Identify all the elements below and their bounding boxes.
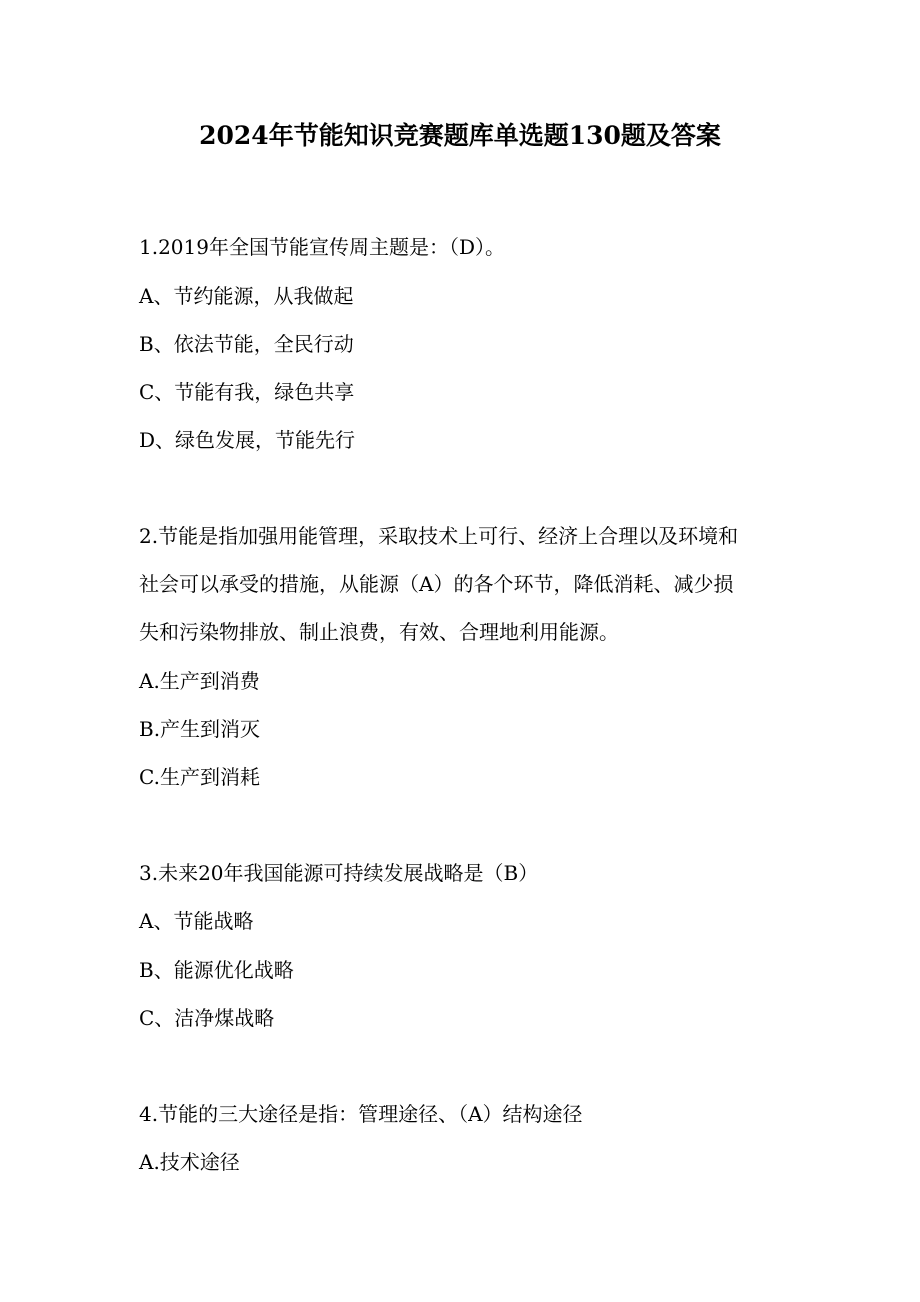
question-stem: 2.节能是指加强用能管理，采取技术上可行、经济上合理以及环境和: [139, 524, 739, 548]
question-stem: 3.未来20年我国能源可持续发展战略是（B）: [139, 861, 539, 885]
option-a: A.技术途径: [139, 1150, 240, 1174]
option-c: C.生产到消耗: [139, 765, 260, 789]
question-stem: 4.节能的三大途径是指：管理途径、（A）结构途径: [139, 1102, 583, 1126]
option-a: A.生产到消费: [139, 669, 260, 693]
option-a: A、节约能源，从我做起: [139, 284, 354, 308]
question-stem: 1.2019年全国节能宣传周主题是：（D）。: [139, 235, 506, 259]
option-b: B.产生到消灭: [139, 717, 261, 741]
document-title: 2024年节能知识竞赛题库单选题130题及答案: [199, 121, 721, 150]
option-c: C、洁净煤战略: [139, 1006, 275, 1030]
option-b: B、依法节能，全民行动: [139, 332, 354, 356]
question-stem: 社会可以承受的措施，从能源（A）的各个环节，降低消耗、减少损: [139, 572, 734, 596]
question-stem: 失和污染物排放、制止浪费，有效、合理地利用能源。: [139, 620, 619, 644]
option-a: A、节能战略: [139, 909, 254, 933]
option-c: C、节能有我，绿色共享: [139, 380, 355, 404]
option-d: D、绿色发展，节能先行: [139, 428, 356, 452]
option-b: B、能源优化战略: [139, 958, 294, 982]
